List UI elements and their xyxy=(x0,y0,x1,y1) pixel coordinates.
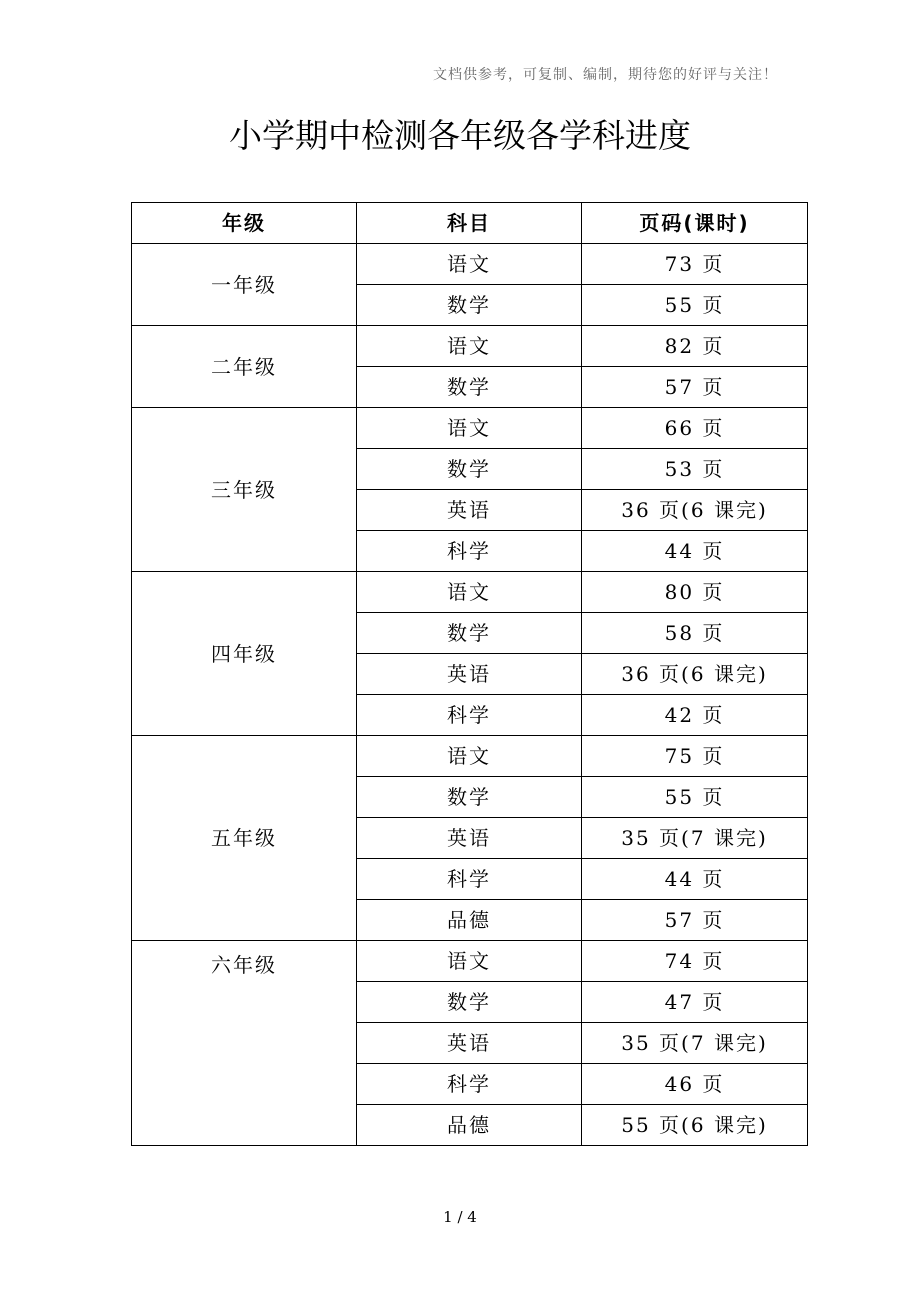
pages-cell: 82 页 xyxy=(582,326,808,367)
pages-cell: 75 页 xyxy=(582,736,808,777)
document-title: 小学期中检测各年级各学科进度 xyxy=(229,116,691,155)
subject-cell: 语文 xyxy=(357,326,582,367)
pages-cell: 55 页(6 课完) xyxy=(582,1105,808,1146)
pages-cell: 44 页 xyxy=(582,531,808,572)
pages-cell: 58 页 xyxy=(582,613,808,654)
grade-cell: 四年级 xyxy=(132,572,357,736)
table-row xyxy=(132,408,808,449)
pages-cell: 53 页 xyxy=(582,449,808,490)
page-number: 1 / 4 xyxy=(443,1208,477,1226)
table-row xyxy=(132,941,808,982)
pages-cell: 35 页(7 课完) xyxy=(582,1023,808,1064)
progress-table xyxy=(131,202,808,1146)
grade-cell: 二年级 xyxy=(132,326,357,408)
grade-cell: 一年级 xyxy=(132,244,357,326)
pages-cell: 57 页 xyxy=(582,367,808,408)
grade-cell: 六年级 xyxy=(132,941,357,1146)
subject-cell: 科学 xyxy=(357,695,582,736)
table-header-row xyxy=(132,203,808,244)
pages-cell: 35 页(7 课完) xyxy=(582,818,808,859)
subject-cell: 英语 xyxy=(357,490,582,531)
subject-cell: 数学 xyxy=(357,449,582,490)
pages-cell: 42 页 xyxy=(582,695,808,736)
subject-cell: 科学 xyxy=(357,531,582,572)
subject-cell: 数学 xyxy=(357,367,582,408)
subject-cell: 数学 xyxy=(357,777,582,818)
column-header-grade: 年级 xyxy=(132,203,357,244)
subject-cell: 品德 xyxy=(357,1105,582,1146)
subject-cell: 语文 xyxy=(357,941,582,982)
pages-cell: 80 页 xyxy=(582,572,808,613)
grade-cell: 三年级 xyxy=(132,408,357,572)
table-row xyxy=(132,736,808,777)
pages-cell: 36 页(6 课完) xyxy=(582,490,808,531)
pages-cell: 46 页 xyxy=(582,1064,808,1105)
subject-cell: 数学 xyxy=(357,285,582,326)
pages-cell: 66 页 xyxy=(582,408,808,449)
subject-cell: 语文 xyxy=(357,572,582,613)
pages-cell: 73 页 xyxy=(582,244,808,285)
table-row xyxy=(132,572,808,613)
pages-cell: 55 页 xyxy=(582,777,808,818)
column-header-subject: 科目 xyxy=(357,203,582,244)
subject-cell: 语文 xyxy=(357,408,582,449)
subject-cell: 语文 xyxy=(357,244,582,285)
table-row xyxy=(132,326,808,367)
pages-cell: 55 页 xyxy=(582,285,808,326)
subject-cell: 英语 xyxy=(357,1023,582,1064)
subject-cell: 科学 xyxy=(357,859,582,900)
pages-cell: 44 页 xyxy=(582,859,808,900)
subject-cell: 数学 xyxy=(357,982,582,1023)
table-row xyxy=(132,244,808,285)
subject-cell: 英语 xyxy=(357,654,582,695)
table-body xyxy=(132,244,808,1146)
subject-cell: 语文 xyxy=(357,736,582,777)
grade-cell: 五年级 xyxy=(132,736,357,941)
column-header-pages: 页码(课时) xyxy=(582,203,808,244)
subject-cell: 品德 xyxy=(357,900,582,941)
page-header-note: 文档供参考，可复制、编制，期待您的好评与关注！ xyxy=(433,67,778,83)
subject-cell: 科学 xyxy=(357,1064,582,1105)
pages-cell: 74 页 xyxy=(582,941,808,982)
pages-cell: 47 页 xyxy=(582,982,808,1023)
pages-cell: 36 页(6 课完) xyxy=(582,654,808,695)
subject-cell: 数学 xyxy=(357,613,582,654)
subject-cell: 英语 xyxy=(357,818,582,859)
pages-cell: 57 页 xyxy=(582,900,808,941)
